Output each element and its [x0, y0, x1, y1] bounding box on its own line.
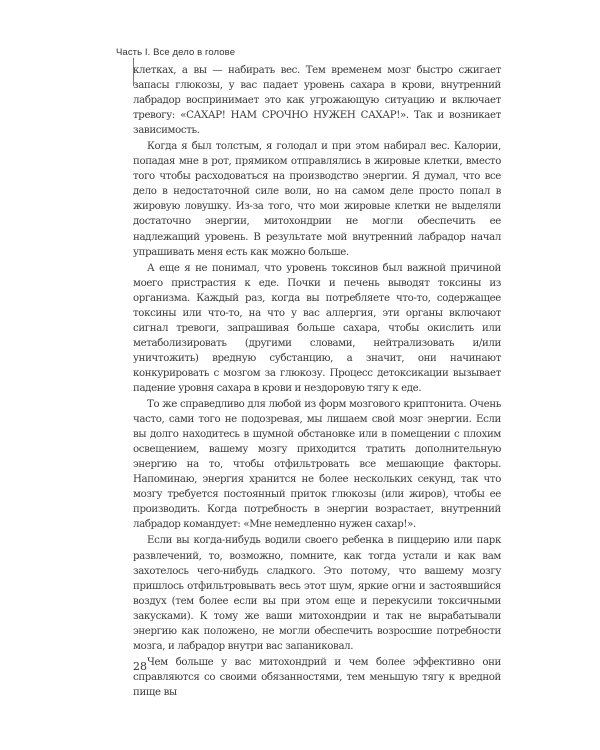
- paragraph-6: Чем больше у вас митохондрий и чем более эффективно они справляются со своими обязанностями, тем меньшую тягу к вредной пище вы: [133, 656, 501, 698]
- paragraph-3: А еще я не понимал, что уровень токсинов был важной причиной моего пристрастия к еде. Почки и печень выводят токсины из организма. Каждый раз, когда вы потребляете что-то, содержащее токсины или что-то, на что у вас аллергия, эти органы включают сигнал тревоги, запрашивая больше сахара, чтобы окислить или метаболизировать (другими словами, нейтрализовать и/или уничтожить) вредную субстанцию, а значит, они начинают конкурировать с мозгом за глюкозу. Процесс детоксикации вызывает падение уровня сахара в крови и нездоровую тягу к еде.: [133, 262, 501, 394]
- paragraph-5: Если вы когда-нибудь водили своего ребенка в пиццерию или парк развлечений, то, возможно, помните, как тогда устали и как вам захотелось чего-нибудь сладкого. Это потому, что вашему мозгу пришлось отфильтровывать весь этот шум, яркие огни и застоявшийся воздух (тем более если вы при этом еще и перекусили токсичными закусками). К тому же ваши митохондрии и так не вырабатывали энергию как положено, не могли обеспечить возросшие потребности мозга, и лабрадор внутри вас запаниковал.: [133, 535, 501, 652]
- paragraph-2: Когда я был толстым, я голодал и при этом набирал вес. Калории, попадая мне в рот, прямиком отправлялись в жировые клетки, вместо того чтобы расходоваться на производство энергии. Я думал, что все дело в недостаточной силе воли, но на самом деле просто попал в жировую ловушку. Из-за того, что мои жировые клетки не выделяли достаточно энергии, митохондрии не могли обеспечить ее надлежащий уровень. В результате мой внутренний лабрадор начал упрашивать меня есть как можно больше.: [133, 141, 501, 258]
- body-text: [133, 63, 501, 701]
- paragraph-4: То же справедливо для любой из форм мозгового криптонита. Очень часто, сами того не подозревая, мы лишаем свой мозг энергии. Если вы долго находитесь в шумной обстановке или в помещении с плохим освещением, вашему мозгу приходится тратить дополнительную энергию на то, чтобы отфильтровать все мешающие факторы. Напоминаю, энергия хранится не более нескольких секунд, так что мозгу требуется постоянный приток глюкозы (или жиров), чтобы ее производить. Когда потребность в энергии возрастает, внутренний лабрадор командует: «Мне немедленно нужен сахар!».: [133, 399, 501, 531]
- paragraph-1: клетках, а вы — набирать вес. Тем временем мозг быстро сжигает запасы глюкозы, у вас падает уровень сахара в крови, внутренний лабрадор воспринимает это как угрожающую ситуацию и включает тревогу: «САХАР! НАМ СРОЧНО НУЖЕН САХАР!». Так и возникает зависимость.: [133, 65, 501, 137]
- running-header: Часть I. Все дело в голове: [116, 47, 236, 58]
- page-number: 28: [133, 660, 147, 673]
